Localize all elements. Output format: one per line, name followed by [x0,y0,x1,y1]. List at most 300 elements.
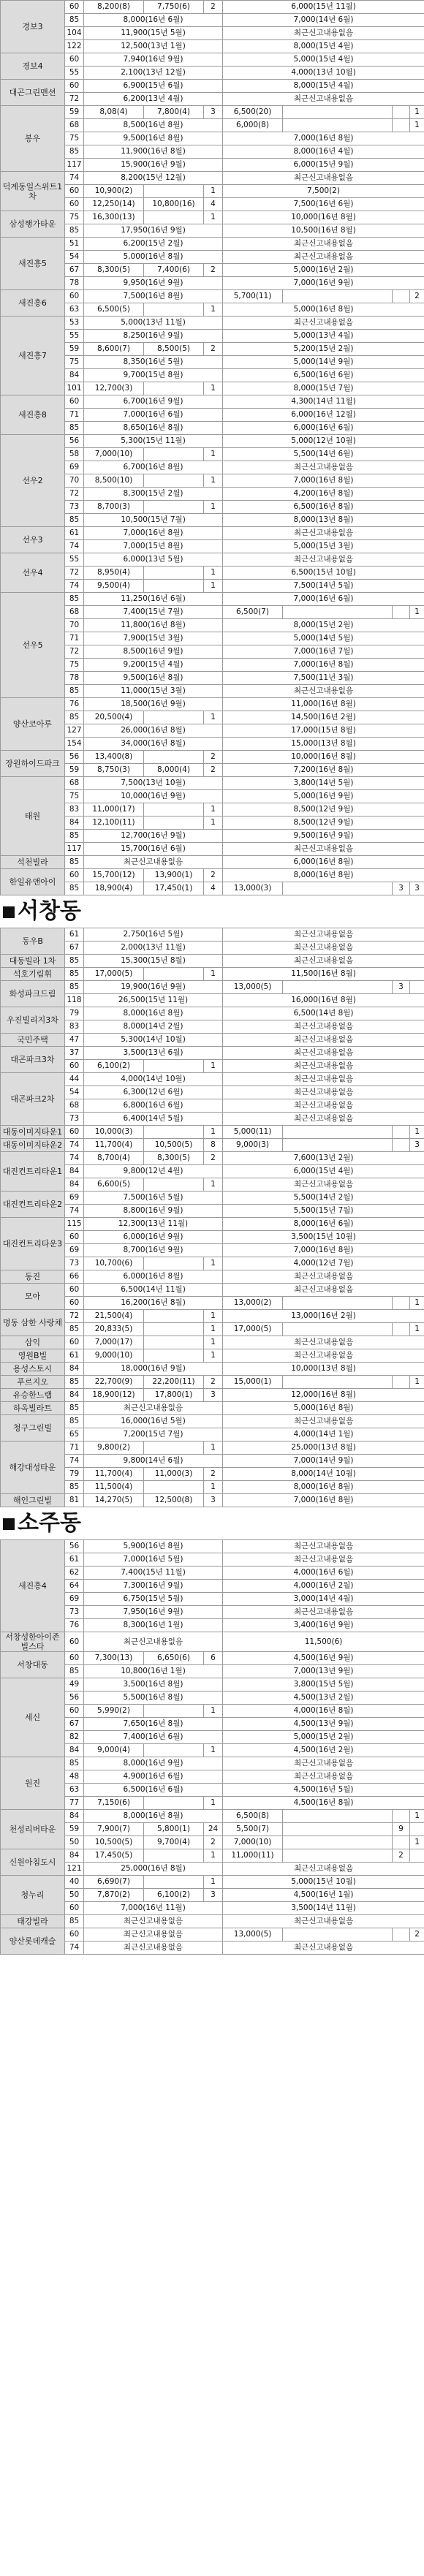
jeonse-price: 5,000(14년 5월) [223,632,424,645]
table-row [1,1652,424,1665]
area: 60 [65,80,84,93]
jeonse-price: 최근신고내용없음 [223,1113,424,1126]
sale-price-low [144,501,204,514]
complex-name: 푸르지오 [1,1376,65,1389]
sale-price: 최근신고내용없음 [84,1632,223,1652]
sale-price: 11,700(4) [84,1468,144,1481]
sale-price-low [144,1349,204,1363]
sale-price-low: 10,800(16) [144,198,204,211]
area: 73 [65,1606,84,1619]
table-row [1,80,424,93]
area: 84 [65,1178,84,1192]
table-row [1,172,424,185]
complex-name: 태원 [1,777,65,856]
sale-price: 10,700(6) [84,1257,144,1270]
sale-price: 7,300(16년 9월) [84,1580,223,1593]
sale-price: 8,700(16년 9월) [84,1244,223,1257]
area: 117 [65,159,84,172]
sale-count: 1 [204,1442,223,1455]
table-row [1,1928,424,1942]
jeonse-price: 7,000(16년 8월) [223,132,424,145]
monthly-count: 1 [410,1810,424,1823]
jeonse-price: 6,500(20) [223,106,283,119]
jeonse-price: 5,000(13년 4월) [223,330,424,343]
jeonse-price: 최근신고내용없음 [223,1060,424,1073]
sale-count: 6 [204,1652,223,1665]
sale-price: 8,000(16년 8월) [84,1810,223,1823]
sale-count: 2 [204,1468,223,1481]
monthly-count: 1 [410,1376,424,1389]
jeonse-count: 3 [393,981,410,994]
complex-name: 대곤그린맨션 [1,80,65,106]
sale-price: 6,300(12년 6월) [84,1086,223,1099]
sale-count: 1 [204,968,223,981]
area: 73 [65,1113,84,1126]
area: 61 [65,1349,84,1363]
sale-price: 8,650(16년 8월) [84,422,223,435]
sale-price-low: 17,450(1) [144,882,204,895]
price-table [0,1539,424,1955]
area: 40 [65,1876,84,1889]
sale-price: 15,900(16년 9월) [84,159,223,172]
recent-report [283,1823,393,1836]
area: 59 [65,1823,84,1836]
area: 55 [65,330,84,343]
sale-price: 3,500(13년 6월) [84,1047,223,1060]
jeonse-price: 최근신고내용없음 [223,1863,424,1876]
jeonse-price: 8,000(15년 4월) [223,40,424,53]
area: 50 [65,1836,84,1849]
jeonse-price: 13,000(3) [223,882,283,895]
complex-name: 천성리버타운 [1,1810,65,1849]
sale-price-low [144,1323,204,1336]
sale-count: 2 [204,751,223,764]
complex-name: 원진 [1,1757,65,1810]
table-row [1,928,424,942]
area: 56 [65,1692,84,1705]
jeonse-price: 5,500(14년 2월) [223,1192,424,1205]
area: 62 [65,1567,84,1580]
jeonse-price: 6,000(16년 8월) [223,856,424,869]
complex-name: 대동이미지타운1 [1,1126,65,1139]
area: 75 [65,790,84,803]
sale-price: 18,500(16년 9월) [84,698,223,711]
area: 60 [65,1284,84,1297]
sale-price: 8,000(14년 2월) [84,1020,223,1034]
area: 85 [65,1915,84,1928]
jeonse-price: 3,800(14년 5월) [223,777,424,790]
sale-price-low: 22,200(11) [144,1376,204,1389]
sale-price-low: 8,500(5) [144,343,204,356]
sale-price: 13,400(8) [84,751,144,764]
table-row [1,211,424,224]
jeonse-price: 5,000(12년 10월) [223,435,424,448]
jeonse-price: 8,000(14년 10월) [223,1468,424,1481]
sale-price: 12,500(13년 1월) [84,40,223,53]
monthly-count: 1 [410,119,424,132]
jeonse-price: 최근신고내용없음 [223,928,424,942]
area: 58 [65,448,84,461]
section-title [0,1507,424,1539]
sale-count: 3 [204,1389,223,1402]
area: 61 [65,527,84,540]
sale-count: 1 [204,1797,223,1810]
jeonse-price: 최근신고내용없음 [223,1086,424,1099]
sale-price: 6,800(16년 6월) [84,1099,223,1113]
area: 59 [65,343,84,356]
sale-price: 11,900(16년 8월) [84,145,223,159]
area: 78 [65,672,84,685]
sale-price: 26,500(15년 11월) [84,994,223,1007]
complex-name: 삼익 [1,1336,65,1349]
sale-price: 11,000(15년 3월) [84,685,223,698]
jeonse-price: 7,000(16년 6월) [223,593,424,606]
sale-price-low [144,1442,204,1455]
sale-price-low: 7,800(4) [144,106,204,119]
sale-price: 6,100(2) [84,1060,144,1073]
sale-price: 8,000(16년 8월) [84,1007,223,1020]
sale-price: 19,900(16년 9월) [84,981,223,994]
jeonse-price: 최근신고내용없음 [223,461,424,474]
complex-name: 대곤파크2차 [1,1073,65,1126]
sale-price: 15,700(12) [84,869,144,882]
jeonse-count [393,1928,410,1942]
area: 50 [65,1889,84,1902]
sale-count: 1 [204,567,223,580]
area: 60 [65,1126,84,1139]
area: 56 [65,435,84,448]
sale-price-low [144,1178,204,1192]
area: 84 [65,1389,84,1402]
table-row [1,435,424,448]
sale-price: 6,600(5) [84,1178,144,1192]
sale-price: 25,000(16년 8월) [84,1863,223,1876]
sale-price: 최근신고내용없음 [84,1915,223,1928]
sale-count: 1 [204,474,223,488]
complex-name: 신원아침도시 [1,1849,65,1876]
sale-price: 최근신고내용없음 [84,856,223,869]
sale-price: 6,750(15년 5월) [84,1593,223,1606]
sale-price: 5,500(16년 8월) [84,1692,223,1705]
area: 51 [65,238,84,251]
area: 84 [65,1849,84,1863]
complex-name: 청누리 [1,1876,65,1915]
sale-count: 2 [204,1152,223,1165]
complex-name: 서창성한아이존빌스타 [1,1632,65,1652]
area: 68 [65,606,84,619]
sale-price: 18,900(12) [84,1389,144,1402]
jeonse-price: 7,200(16년 8월) [223,764,424,777]
jeonse-price: 4,000(12년 7월) [223,1257,424,1270]
sale-price: 7,000(17) [84,1336,144,1349]
area: 85 [65,145,84,159]
sale-price: 15,700(16년 6월) [84,843,223,856]
area: 75 [65,132,84,145]
sale-count: 3 [204,1889,223,1902]
sale-price: 11,500(4) [84,1481,144,1494]
area: 83 [65,803,84,817]
sale-price: 6,400(14년 5월) [84,1113,223,1126]
complex-name: 새진흥7 [1,317,65,395]
complex-name: 동진 [1,1270,65,1284]
sale-price-low: 8,000(4) [144,764,204,777]
sale-price: 6,900(15년 6월) [84,80,223,93]
complex-name: 용성스토시 [1,1363,65,1376]
jeonse-price: 6,000(15년 9월) [223,159,424,172]
complex-name: 선우2 [1,435,65,527]
table-row [1,290,424,303]
sale-price-low: 6,100(2) [144,1889,204,1902]
sale-price: 10,500(15년 7월) [84,514,223,527]
jeonse-price: 6,000(16년 12월) [223,409,424,422]
table-row [1,1632,424,1652]
sale-price: 15,300(15년 8월) [84,955,223,968]
table-row [1,1540,424,1553]
sale-price-low [144,1876,204,1889]
area: 121 [65,1863,84,1876]
jeonse-price: 7,000(16년 8월) [223,474,424,488]
table-row [1,1349,424,1363]
jeonse-price: 7,000(16년 8월) [223,659,424,672]
jeonse-price: 8,500(12년 9월) [223,803,424,817]
sale-price: 6,000(16년 9월) [84,1231,223,1244]
jeonse-price: 4,500(16년 8월) [223,1797,424,1810]
sale-price-low: 7,400(6) [144,264,204,277]
jeonse-price: 최근신고내용없음 [223,317,424,330]
sale-price-low: 13,900(1) [144,869,204,882]
sale-price: 9,950(16년 9월) [84,277,223,290]
jeonse-price: 8,000(16년 8월) [223,1481,424,1494]
area: 85 [65,981,84,994]
complex-name: 서창대동 [1,1652,65,1678]
area: 60 [65,1652,84,1665]
sale-price: 18,900(4) [84,882,144,895]
area: 68 [65,1099,84,1113]
sale-price: 7,400(15년 11월) [84,1567,223,1580]
table-row [1,1415,424,1428]
jeonse-price: 15,000(1) [223,1376,283,1389]
sale-price: 3,500(16년 8월) [84,1678,223,1692]
jeonse-price: 최근신고내용없음 [223,955,424,968]
sale-price-low [144,567,204,580]
jeonse-price: 최근신고내용없음 [223,172,424,185]
sale-price: 2,100(13년 12월) [84,67,223,80]
jeonse-price: 4,000(16년 8월) [223,1705,424,1718]
jeonse-price: 13,000(5) [223,1928,283,1942]
sale-count: 1 [204,1481,223,1494]
sale-price: 7,000(16년 5월) [84,1553,223,1567]
jeonse-price: 7,000(10) [223,1836,283,1849]
sale-count: 1 [204,501,223,514]
sale-price: 2,000(13년 11월) [84,942,223,955]
complex-name: 양산코아루 [1,698,65,751]
jeonse-price: 4,500(16년 5월) [223,1784,424,1797]
area: 72 [65,93,84,106]
area: 75 [65,659,84,672]
jeonse-count [393,106,410,119]
area: 71 [65,1442,84,1455]
table-row [1,527,424,540]
area: 68 [65,777,84,790]
sale-count: 2 [204,869,223,882]
jeonse-price: 7,000(16년 8월) [223,1244,424,1257]
jeonse-price: 4,200(16년 8월) [223,488,424,501]
complex-name: 새진흥8 [1,395,65,435]
sale-price: 9,000(4) [84,1744,144,1757]
area: 71 [65,409,84,422]
area: 78 [65,277,84,290]
jeonse-price: 최근신고내용없음 [223,1073,424,1086]
jeonse-price: 3,800(15년 5월) [223,1678,424,1692]
jeonse-price: 최근신고내용없음 [223,251,424,264]
area: 74 [65,1139,84,1152]
monthly-count: 3 [410,1139,424,1152]
table-row [1,1389,424,1402]
area: 66 [65,1270,84,1284]
area: 85 [65,711,84,724]
table-row [1,1442,424,1455]
jeonse-price: 8,000(15년 2월) [223,619,424,632]
table-row [1,1192,424,1205]
jeonse-price: 최근신고내용없음 [223,1915,424,1928]
jeonse-price: 7,000(13년 9월) [223,1665,424,1678]
jeonse-price: 9,000(3) [223,1139,283,1152]
monthly-count: 1 [410,1836,424,1849]
table-row [1,1218,424,1231]
jeonse-price: 3,500(14년 11월) [223,1902,424,1915]
sale-price: 11,250(16년 6월) [84,593,223,606]
sale-price: 8,200(15년 12월) [84,172,223,185]
complex-name: 새진흥4 [1,1540,65,1632]
table-row [1,856,424,869]
complex-name: 양산롯데캐슬 [1,1928,65,1955]
jeonse-price: 14,500(16년 2월) [223,711,424,724]
jeonse-price: 13,000(16년 2월) [223,1310,424,1323]
sale-price: 5,000(16년 8월) [84,251,223,264]
sale-count: 1 [204,448,223,461]
sale-count: 1 [204,303,223,317]
jeonse-price: 4,500(13년 9월) [223,1718,424,1731]
jeonse-price: 최근신고내용없음 [223,1284,424,1297]
sale-price-low [144,711,204,724]
complex-name: 대동이미지타운2 [1,1139,65,1152]
table-row [1,1270,424,1284]
sale-price: 5,300(14년 10월) [84,1034,223,1047]
sale-price-low [144,1336,204,1349]
jeonse-price: 6,000(16년 6월) [223,422,424,435]
jeonse-price: 6,500(7) [223,606,283,619]
sale-price-low [144,1126,204,1139]
jeonse-price: 16,000(16년 8월) [223,994,424,1007]
complex-name: 대진컨트리타운3 [1,1218,65,1270]
area: 60 [65,1,84,14]
complex-name: 동우B [1,928,65,955]
area: 67 [65,1718,84,1731]
monthly-count [410,981,424,994]
sale-price: 6,500(14년 11월) [84,1284,223,1297]
jeonse-count [393,1376,410,1389]
table-row [1,593,424,606]
jeonse-price: 8,000(15년 7월) [223,382,424,395]
area: 60 [65,290,84,303]
sale-price-low: 10,500(5) [144,1139,204,1152]
sale-price: 10,900(2) [84,185,144,198]
jeonse-price: 7,500(2) [223,185,424,198]
sale-count: 1 [204,382,223,395]
jeonse-price: 6,000(15년 4월) [223,1165,424,1178]
sale-price: 5,300(15년 11월) [84,435,223,448]
sale-price: 11,800(16년 8월) [84,619,223,632]
jeonse-price: 7,000(16년 9월) [223,277,424,290]
sale-price-low [144,1797,204,1810]
sale-price: 12,700(16년 9월) [84,830,223,843]
sale-count: 1 [204,211,223,224]
jeonse-price: 최근신고내용없음 [223,93,424,106]
area: 61 [65,1553,84,1567]
sale-price: 10,500(5) [84,1836,144,1849]
area: 74 [65,540,84,553]
sale-price: 7,400(16년 6월) [84,1731,223,1744]
area: 67 [65,942,84,955]
sale-price: 4,900(16년 6월) [84,1770,223,1784]
jeonse-count [393,1810,410,1823]
jeonse-price: 7,500(14년 5월) [223,580,424,593]
sale-price: 8,300(15년 2월) [84,488,223,501]
complex-name: 경보4 [1,53,65,80]
area: 75 [65,356,84,369]
recent-report [283,1849,393,1863]
sale-price-low [144,817,204,830]
sale-count: 2 [204,764,223,777]
table-row [1,1310,424,1323]
jeonse-count: 3 [393,882,410,895]
sale-price-low [144,803,204,817]
sale-price: 12,100(11) [84,817,144,830]
area: 67 [65,264,84,277]
sale-price: 16,300(13) [84,211,144,224]
jeonse-price: 최근신고내용없음 [223,238,424,251]
sale-count: 1 [204,1178,223,1192]
area: 73 [65,501,84,514]
sale-price: 9,800(12년 4월) [84,1165,223,1178]
area: 154 [65,738,84,751]
jeonse-price: 최근신고내용없음 [223,1349,424,1363]
sale-count: 1 [204,185,223,198]
square-bullet-icon [3,1518,15,1530]
area: 61 [65,928,84,942]
jeonse-price: 5,500(7) [223,1823,283,1836]
sale-count: 1 [204,817,223,830]
complex-name: 우진빌리지3차 [1,1007,65,1034]
complex-name: 국민주택 [1,1034,65,1047]
jeonse-price: 17,000(5) [223,1323,283,1336]
sale-count: 3 [204,106,223,119]
area: 63 [65,1784,84,1797]
area: 85 [65,1757,84,1770]
sale-price: 7,000(16년 6월) [84,409,223,422]
jeonse-price: 4,300(14년 11월) [223,395,424,409]
jeonse-price: 11,500(16년 8월) [223,968,424,981]
sale-price: 8,250(16년 9월) [84,330,223,343]
sale-price: 5,990(2) [84,1705,144,1718]
table-row [1,1402,424,1415]
sale-price: 7,900(7) [84,1823,144,1836]
jeonse-price: 최근신고내용없음 [223,1020,424,1034]
jeonse-price: 25,000(13년 8월) [223,1442,424,1455]
sale-price: 7,000(15년 8월) [84,540,223,553]
area: 54 [65,1086,84,1099]
monthly-count [410,1823,424,1836]
